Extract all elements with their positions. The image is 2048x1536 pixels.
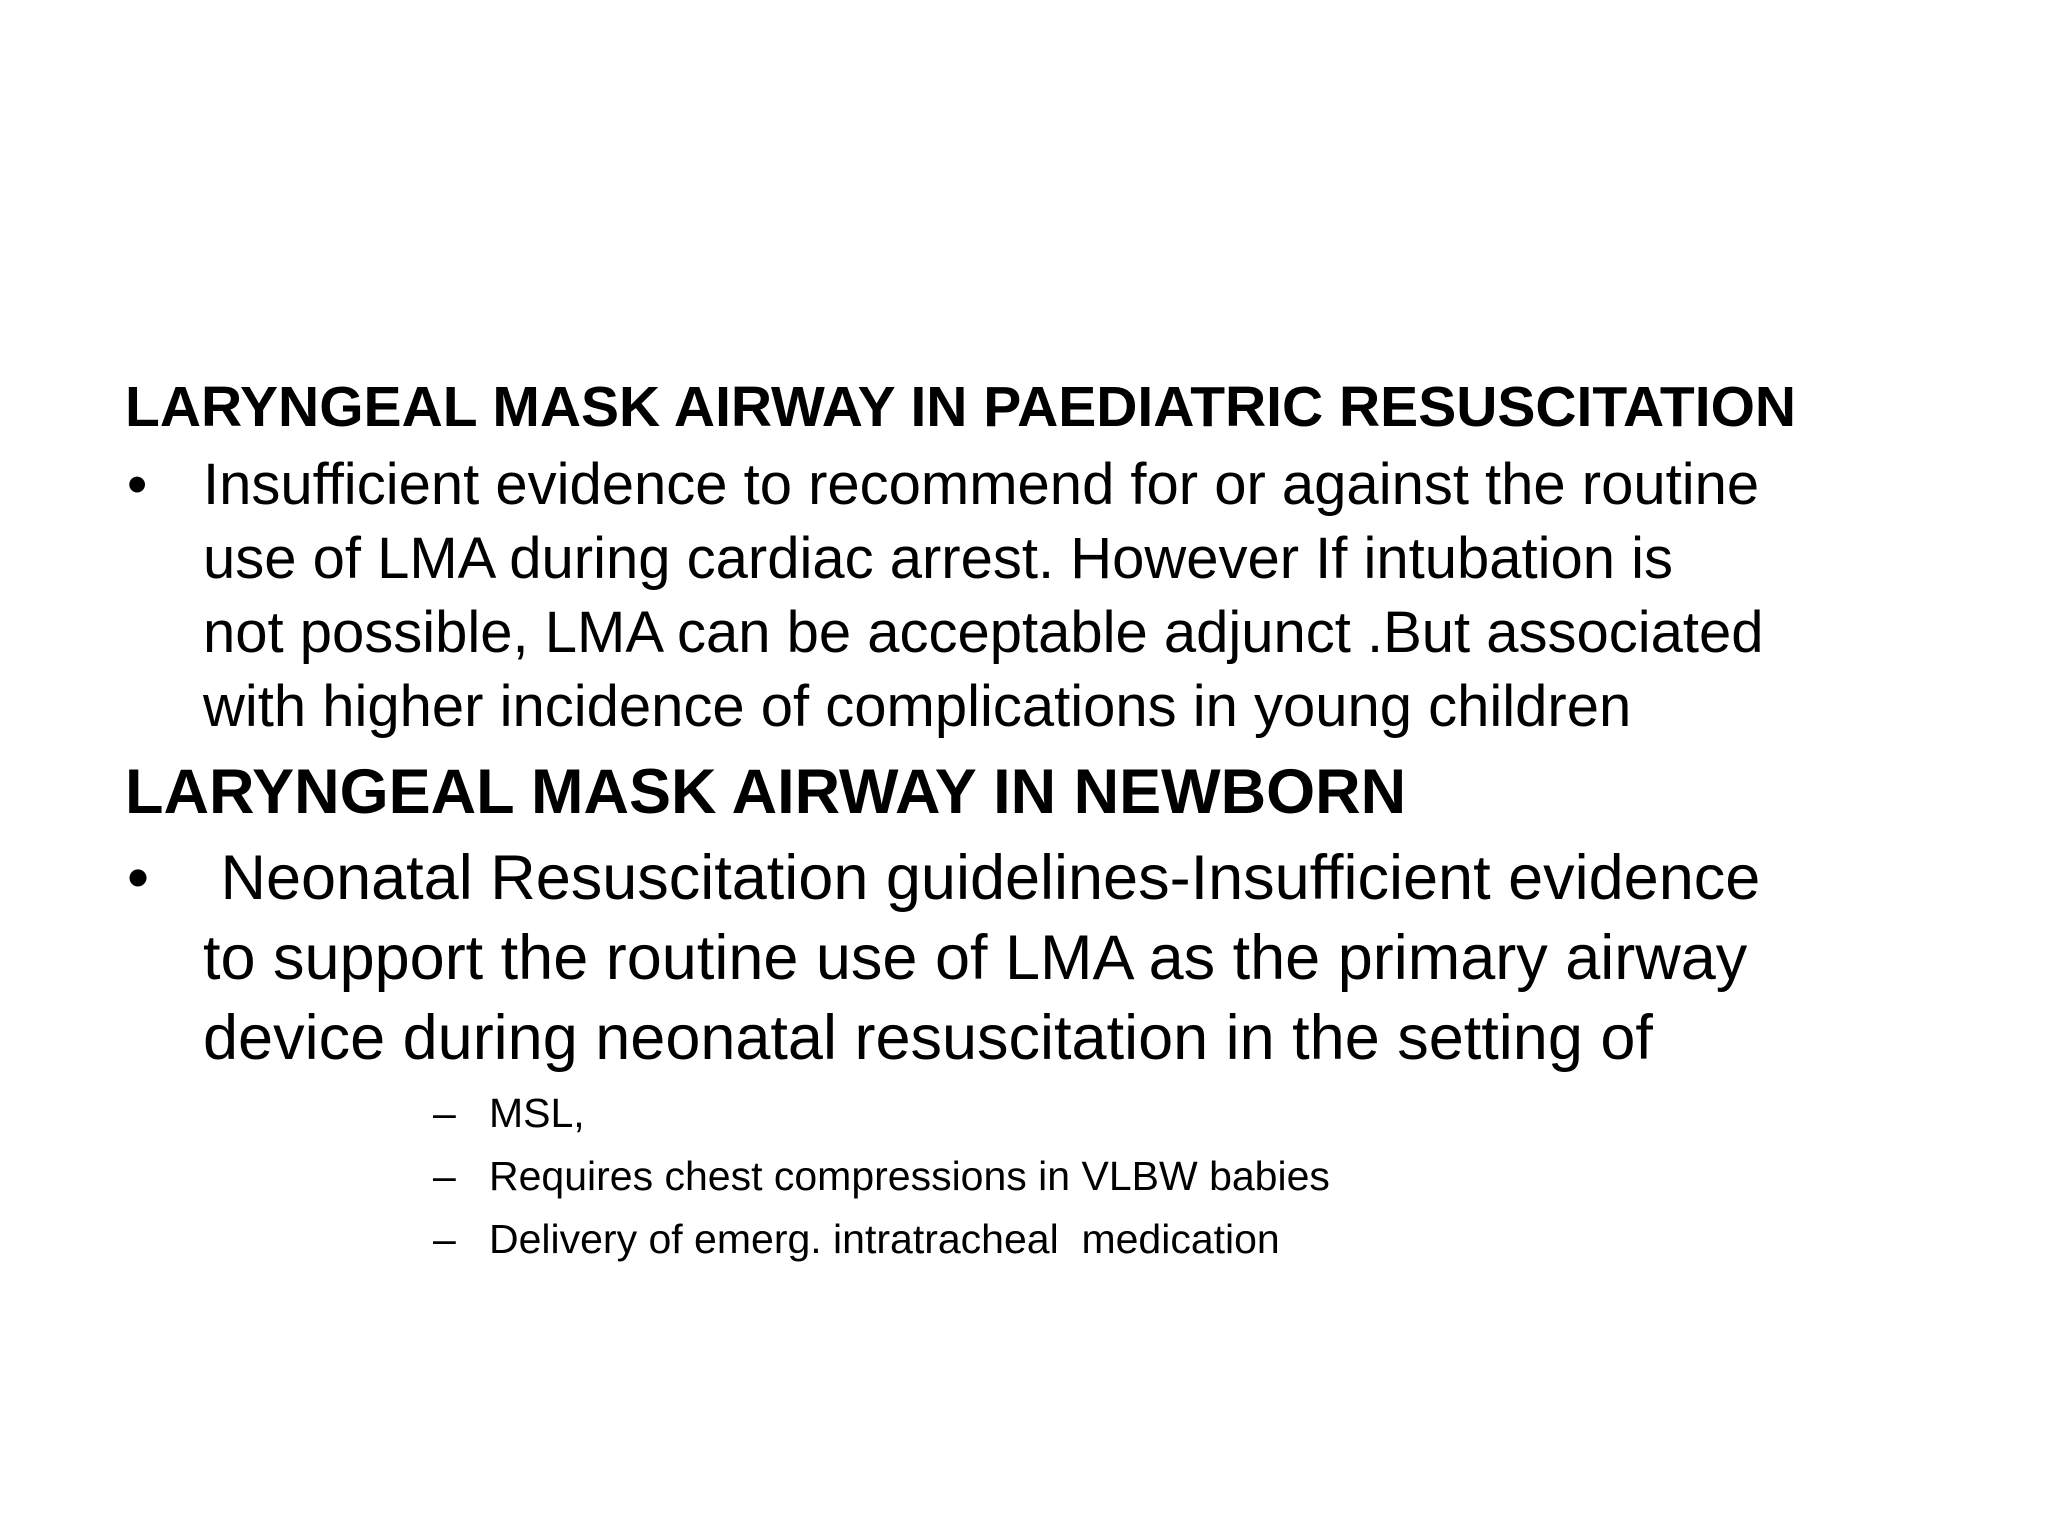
sub-item-text: MSL,: [489, 1090, 585, 1136]
sub-item-text: Requires chest compressions in VLBW babies: [489, 1153, 1330, 1199]
sub-list: [125, 1082, 1965, 1271]
sub-marker: –: [433, 1090, 456, 1136]
bullet-newborn: [125, 838, 1963, 1078]
bullet-line: to support the routine use of LMA as the primary airway: [203, 923, 1748, 993]
bullet-marker: •: [127, 843, 150, 913]
bullet-paediatric: [125, 448, 1963, 744]
sub-marker: –: [433, 1216, 456, 1262]
slide-content: [125, 372, 1965, 1271]
sub-item-text: Delivery of emerg. intratracheal medication: [489, 1216, 1280, 1262]
bullet-line: not possible, LMA can be acceptable adjunct .But associated: [203, 600, 1764, 665]
list-item: [433, 1145, 1965, 1208]
bullet-line: with higher incidence of complications in young children: [203, 674, 1632, 739]
sub-marker: –: [433, 1153, 456, 1199]
bullet-line: use of LMA during cardiac arrest. However If intubation is: [203, 526, 1674, 591]
bullet-marker: •: [127, 452, 148, 517]
list-item: [433, 1082, 1965, 1145]
bullet-line: device during neonatal resuscitation in the setting of: [203, 1003, 1653, 1073]
heading-paediatric: LARYNGEAL MASK AIRWAY IN PAEDIATRIC RESUSCITATION: [125, 375, 1797, 439]
bullet-line: Insufficient evidence to recommend for or against the routine: [203, 452, 1760, 517]
list-item: [433, 1208, 1965, 1271]
heading-newborn: LARYNGEAL MASK AIRWAY IN NEWBORN: [125, 757, 1407, 827]
bullet-line: Neonatal Resuscitation guidelines-Insufficient evidence: [203, 843, 1761, 913]
